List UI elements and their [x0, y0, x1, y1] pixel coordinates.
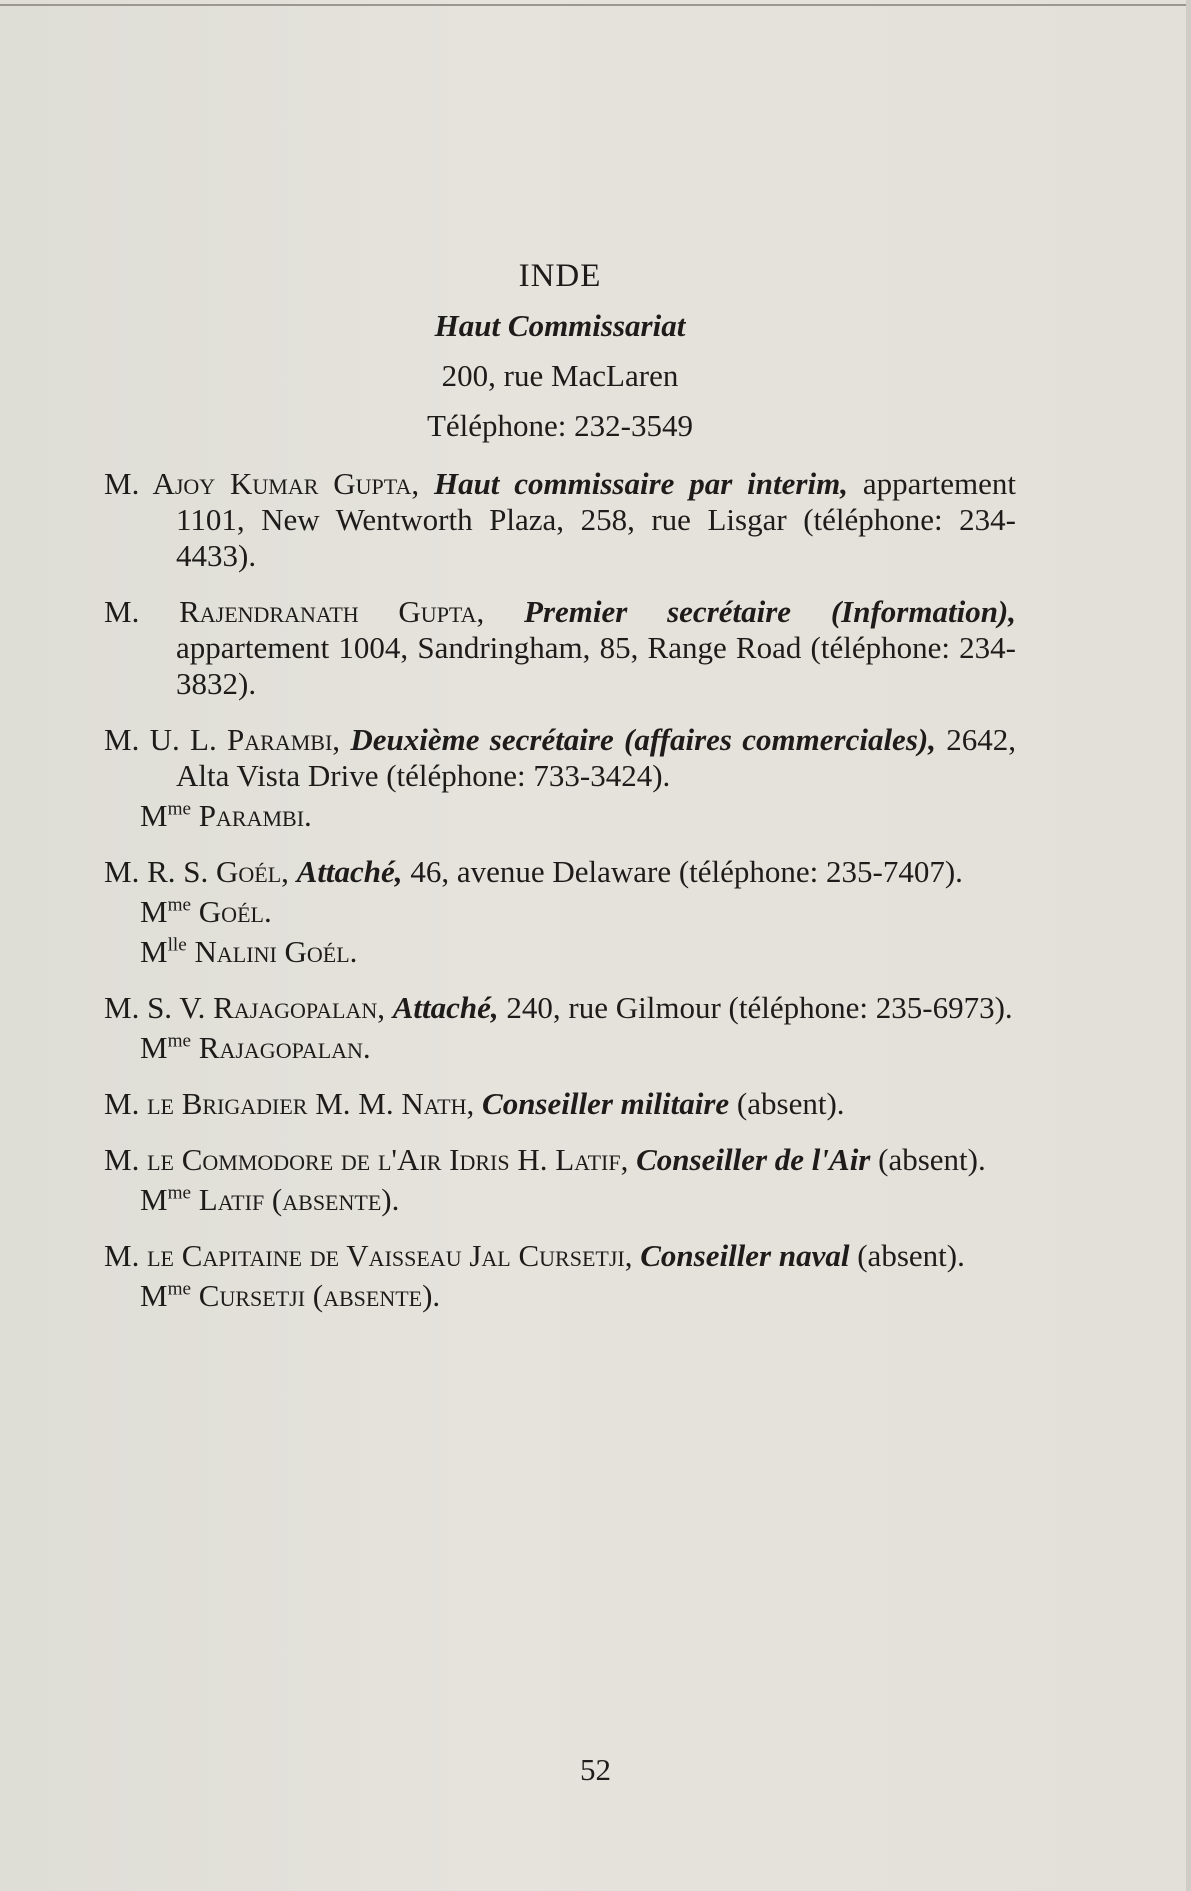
spouse-prefix: M: [140, 798, 168, 833]
staff-title: Conseiller naval: [640, 1238, 850, 1273]
staff-title: Deuxième secrétaire (affaires commerciales),: [350, 722, 936, 757]
spouse-line: [104, 894, 1016, 930]
staff-name: M. Ajoy Kumar Gupta,: [104, 466, 420, 501]
staff-entry: [104, 594, 1016, 702]
staff-entry: [104, 854, 1016, 970]
staff-title: Conseiller de l'Air: [636, 1142, 871, 1177]
spouse-name: Goél.: [198, 894, 272, 929]
staff-details: 240, rue Gilmour (téléphone: 235-6973).: [506, 990, 1013, 1025]
spouse-prefix: M: [140, 894, 168, 929]
page-edge: [1186, 0, 1191, 1891]
staff-name: M. le Capitaine de Vaisseau Jal Cursetji,: [104, 1238, 633, 1273]
staff-entry: [104, 1142, 1016, 1218]
staff-details: 46, avenue Delaware (téléphone: 235-7407).: [410, 854, 963, 889]
spouse-name: Latif (absente).: [198, 1182, 400, 1217]
staff-entry: [104, 466, 1016, 574]
staff-entry: [104, 1238, 1016, 1314]
staff-entry-main: [104, 722, 1016, 794]
staff-details: appartement 1101, New Wentworth Plaza, 258, rue Lisgar (téléphone: 234-4433).: [176, 466, 1017, 573]
staff-entry: [104, 722, 1016, 834]
staff-name: M. U. L. Parambi,: [104, 722, 341, 757]
office-address: 200, rue MacLaren: [441, 358, 679, 393]
spouse-name: Nalini Goél.: [194, 934, 358, 969]
spouse-line: [104, 1278, 1016, 1314]
top-border-line: [0, 4, 1191, 6]
spouse-prefix: M: [140, 1278, 168, 1313]
staff-entry-main: [104, 466, 1016, 574]
spouse-line: [104, 1030, 1016, 1066]
staff-name: M. Rajendranath Gupta,: [104, 594, 485, 629]
staff-title: Attaché,: [296, 854, 403, 889]
spouse-line: [104, 798, 1016, 834]
spouse-prefix-superscript: me: [167, 1278, 192, 1300]
staff-entry: [104, 1086, 1016, 1122]
spouse-name: Parambi.: [198, 798, 312, 833]
spouse-prefix-superscript: lle: [167, 934, 187, 956]
spouse-name: Rajagopalan.: [198, 1030, 371, 1065]
spouse-prefix-superscript: me: [167, 894, 192, 916]
office-telephone: Téléphone: 232-3549: [426, 408, 693, 443]
staff-entry-main: [104, 1238, 1016, 1274]
spouse-prefix-superscript: me: [167, 1182, 192, 1204]
page-content: [104, 258, 1016, 1314]
staff-entry-main: [104, 1142, 1016, 1178]
staff-entry: [104, 990, 1016, 1066]
office-subtitle: Haut Commissariat: [434, 308, 686, 343]
country-heading: INDE: [518, 258, 602, 294]
staff-details: (absent).: [878, 1142, 986, 1177]
staff-title: Haut commissaire par interim,: [433, 466, 848, 501]
staff-name: M. R. S. Goél,: [104, 854, 289, 889]
spouse-prefix: M: [140, 1182, 168, 1217]
spouse-prefix-superscript: me: [167, 798, 192, 820]
spouse-prefix-superscript: me: [167, 1030, 192, 1052]
staff-entry-main: [104, 990, 1016, 1026]
spouse-prefix: M: [140, 934, 168, 969]
staff-entry-main: [104, 854, 1016, 890]
staff-name: M. S. V. Rajagopalan,: [104, 990, 385, 1025]
staff-details: appartement 1004, Sandringham, 85, Range Road (téléphone: 234-3832).: [176, 630, 1016, 701]
staff-details: (absent).: [857, 1238, 965, 1273]
staff-title: Conseiller militaire: [482, 1086, 730, 1121]
spouse-prefix: M: [140, 1030, 168, 1065]
staff-list: [104, 466, 1016, 1314]
staff-title: Premier secrétaire (Information),: [524, 594, 1017, 629]
page-number: 52: [580, 1752, 611, 1787]
staff-name: M. le Commodore de l'Air Idris H. Latif,: [104, 1142, 629, 1177]
staff-details: 2642, Alta Vista Drive (téléphone: 733-3424).: [176, 722, 1017, 793]
spouse-line: [104, 934, 1016, 970]
staff-details: (absent).: [736, 1086, 845, 1121]
staff-entry-main: [104, 594, 1016, 702]
staff-title: Attaché,: [392, 990, 499, 1025]
staff-name: M. le Brigadier M. M. Nath,: [104, 1086, 475, 1121]
spouse-name: Cursetji (absente).: [198, 1278, 441, 1313]
staff-entry-main: [104, 1086, 1016, 1122]
spouse-line: [104, 1182, 1016, 1218]
